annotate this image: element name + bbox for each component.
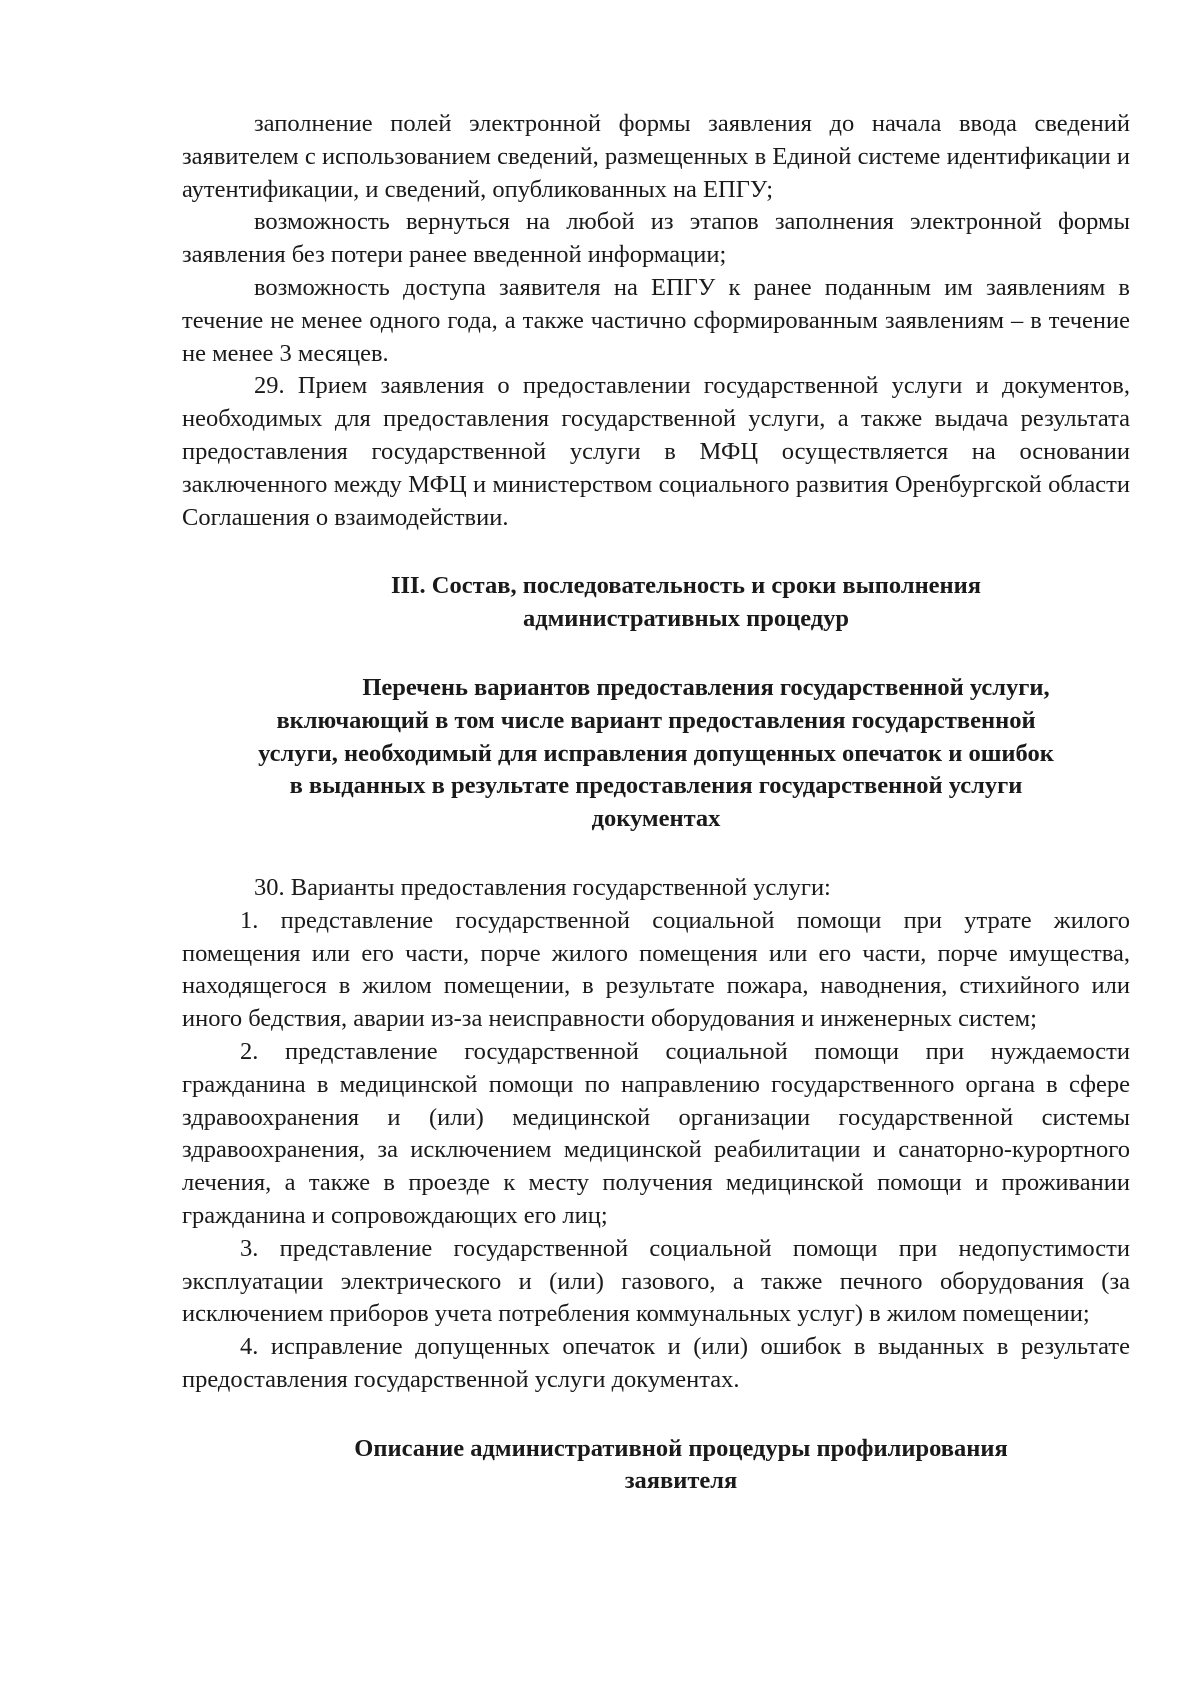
variant-item: 1. представление государственной социальной помощи при утрате жилого помещения или его части, порче жилого помещения или его части, порче имущества, находящегося в жилом помещении, в результате пожара, наводнения, стихийного или иного бедствия, аварии из-за неисправности оборудования и инженерных систем;	[182, 906, 1130, 1033]
paragraph-form-prefill: заполнение полей электронной формы заявления до начала ввода сведений заявителем с использованием сведений, размещенных в Единой системе идентификации и аутентификации, и сведений, опубликованных на ЕПГУ;	[182, 110, 1130, 203]
final-heading	[182, 1433, 1130, 1499]
section-heading	[182, 570, 1130, 636]
subsection-heading-line: включающий в том числе вариант предоставления государственной	[276, 706, 1036, 734]
section-30-variants	[182, 872, 1130, 1397]
document-page	[182, 108, 1130, 1498]
section-heading-line: административных процедур	[522, 605, 850, 633]
section-30-intro: 30. Варианты предоставления государственной услуги:	[254, 873, 831, 901]
final-heading-line: Описание административной процедуры профилирования	[354, 1434, 1008, 1462]
subsection-heading-line: Перечень вариантов предоставления государственной услуги,	[362, 673, 1050, 701]
paragraph-return-to-step: возможность вернуться на любой из этапов заполнения электронной формы заявления без потери ранее введенной информации;	[182, 208, 1130, 269]
variant-item: 3. представление государственной социальной помощи при недопустимости эксплуатации электрического и (или) газового, а также печного оборудования (за исключением приборов учета потребления коммунальных услуг) в жилом помещении;	[182, 1234, 1130, 1328]
subsection-heading-line: в выданных в результате предоставления государственной услуги	[289, 772, 1023, 800]
final-heading-line: заявителя	[624, 1467, 738, 1495]
subsection-heading-line: документах	[591, 805, 721, 833]
variant-item: 2. представление государственной социальной помощи при нуждаемости гражданина в медицинской помощи по направлению государственного органа в сфере здравоохранения и (или) медицинской организации государственной системы здравоохранения, за исключением медицинской реабилитации и санаторно-курортного лечения, а также в проезде к месту получения медицинской помощи и проживании гражданина и сопровождающих его лиц;	[182, 1037, 1130, 1229]
section-heading-line: III. Состав, последовательность и сроки выполнения	[390, 572, 982, 600]
paragraph-access-applications: возможность доступа заявителя на ЕПГУ к ранее поданным им заявлениям в течение не менее одного года, а также частично сформированным заявлениям – в течение не менее 3 месяцев.	[182, 273, 1130, 367]
subsection-heading-line: услуги, необходимый для исправления допущенных опечаток и ошибок	[258, 739, 1054, 767]
paragraph-29-mfc: 29. Прием заявления о предоставлении государственной услуги и документов, необходимых для предоставления государственной услуги, а также выдача результата предоставления государственной услуги в МФЦ осуществляется на основании заключенного между МФЦ и министерством социального развития Оренбургской области Соглашения о взаимодействии.	[182, 372, 1130, 531]
variant-item: 4. исправление допущенных опечаток и (или) ошибок в выданных в результате предоставления государственной услуги документах.	[182, 1333, 1130, 1393]
subsection-heading	[182, 672, 1130, 836]
